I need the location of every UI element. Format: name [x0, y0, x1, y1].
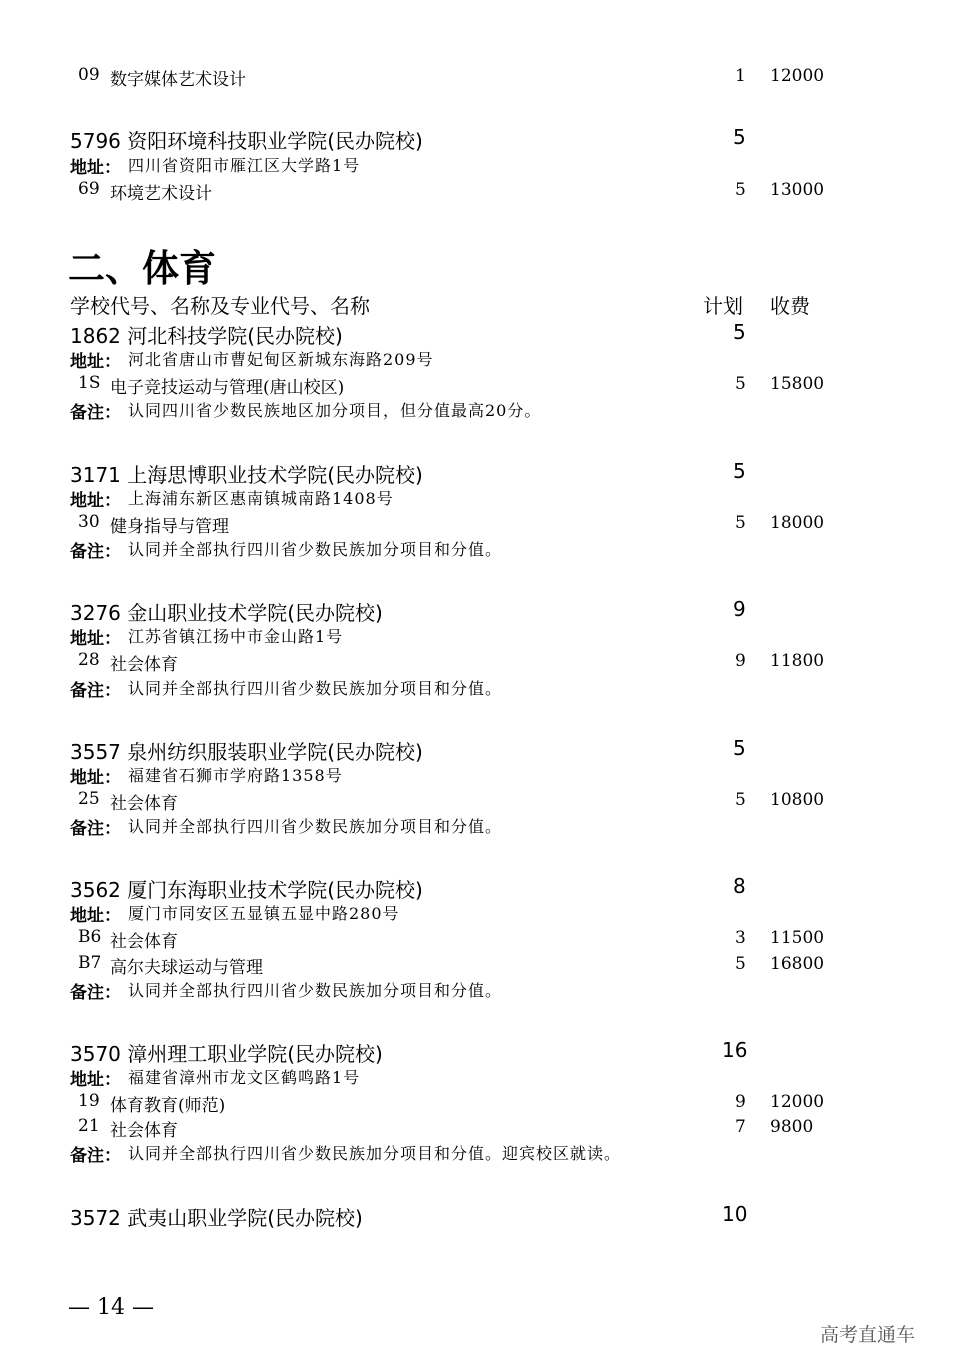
school-plan: 5: [733, 459, 746, 483]
address-value: 福建省漳州市龙文区鹤鸣路1号: [128, 1068, 361, 1087]
note-value: 认同并全部执行四川省少数民族加分项目和分值。: [128, 540, 503, 559]
note-value: 认同并全部执行四川省少数民族加分项目和分值。迎宾校区就读。: [128, 1144, 622, 1163]
address-value: 福建省石狮市学府路1358号: [128, 766, 343, 785]
section-title: 二、体育: [68, 247, 216, 290]
major-plan: 9: [735, 1092, 746, 1112]
major-name: 数字媒体艺术设计: [110, 70, 246, 90]
address-label: 地址：: [70, 158, 121, 178]
address-value: 江苏省镇江扬中市金山路1号: [128, 627, 344, 646]
school-title: 3570 漳州理工职业学院(民办院校): [70, 1042, 383, 1066]
major-plan: 1: [735, 66, 746, 86]
major-plan: 9: [735, 651, 746, 671]
table-header-plan: 计划: [703, 294, 743, 318]
major-plan: 5: [735, 180, 746, 200]
address-label: 地址：: [70, 629, 121, 649]
note-label: 备注：: [70, 1146, 121, 1166]
major-name: 社会体育: [110, 1121, 178, 1141]
note-label: 备注：: [70, 403, 121, 423]
note-label: 备注：: [70, 819, 121, 839]
major-name: 高尔夫球运动与管理: [110, 958, 263, 978]
major-plan: 5: [735, 954, 746, 974]
school-title: 5796 资阳环境科技职业学院(民办院校): [70, 129, 423, 153]
table-header-left: 学校代号、名称及专业代号、名称: [70, 294, 370, 318]
note-value: 认同并全部执行四川省少数民族加分项目和分值。: [128, 817, 503, 836]
school-title: 3562 厦门东海职业技术学院(民办院校): [70, 878, 423, 902]
address-label: 地址：: [70, 768, 121, 788]
note-label: 备注：: [70, 681, 121, 701]
major-name: 体育教育(师范): [110, 1096, 226, 1116]
major-name: 电子竞技运动与管理(唐山校区): [110, 378, 345, 398]
address-label: 地址：: [70, 352, 121, 372]
major-fee: 12000: [770, 66, 825, 86]
major-name: 社会体育: [110, 932, 178, 952]
major-fee: 16800: [770, 954, 825, 974]
major-name: 健身指导与管理: [110, 517, 229, 537]
school-plan: 16: [722, 1038, 748, 1062]
school-title: 3572 武夷山职业学院(民办院校): [70, 1206, 363, 1230]
note-value: 认同并全部执行四川省少数民族加分项目和分值。: [128, 679, 503, 698]
major-plan: 5: [735, 790, 746, 810]
address-value: 厦门市同安区五显镇五显中路280号: [128, 904, 400, 923]
major-plan: 5: [735, 513, 746, 533]
school-plan: 5: [733, 320, 746, 344]
address-value: 四川省资阳市雁江区大学路1号: [128, 156, 361, 175]
address-value: 上海浦东新区惠南镇城南路1408号: [128, 489, 394, 508]
address-label: 地址：: [70, 906, 121, 926]
school-title: 3276 金山职业技术学院(民办院校): [70, 601, 383, 625]
address-label: 地址：: [70, 1070, 121, 1090]
note-value: 认同四川省少数民族地区加分项目，但分值最高20分。: [128, 401, 542, 420]
major-plan: 7: [735, 1117, 746, 1137]
note-label: 备注：: [70, 983, 121, 1003]
major-fee: 12000: [770, 1092, 825, 1112]
major-fee: 11800: [770, 651, 825, 671]
major-fee: 13000: [770, 180, 825, 200]
page-number: — 14 —: [68, 1295, 154, 1320]
school-plan: 8: [733, 874, 746, 898]
school-title: 1862 河北科技学院(民办院校): [70, 324, 343, 348]
major-fee: 15800: [770, 374, 825, 394]
major-code: 28: [78, 650, 100, 670]
school-plan: 5: [733, 736, 746, 760]
major-name: 环境艺术设计: [110, 184, 212, 204]
major-fee: 11500: [770, 928, 825, 948]
major-code: B7: [78, 953, 102, 973]
major-code: 1S: [78, 373, 101, 393]
major-code: 69: [78, 179, 100, 199]
school-plan: 9: [733, 597, 746, 621]
major-code: 21: [78, 1116, 100, 1136]
major-code: 19: [78, 1091, 100, 1111]
major-name: 社会体育: [110, 655, 178, 675]
major-code: 09: [78, 65, 100, 85]
note-label: 备注：: [70, 542, 121, 562]
major-code: 25: [78, 789, 100, 809]
note-value: 认同并全部执行四川省少数民族加分项目和分值。: [128, 981, 503, 1000]
school-title: 3557 泉州纺织服装职业学院(民办院校): [70, 740, 423, 764]
watermark: 高考直通车: [820, 1324, 916, 1346]
major-plan: 3: [735, 928, 746, 948]
table-header-fee: 收费: [770, 294, 810, 318]
major-plan: 5: [735, 374, 746, 394]
major-fee: 10800: [770, 790, 825, 810]
address-value: 河北省唐山市曹妃甸区新城东海路209号: [128, 350, 434, 369]
school-plan: 10: [722, 1202, 748, 1226]
major-code: 30: [78, 512, 100, 532]
address-label: 地址：: [70, 491, 121, 511]
school-title: 3171 上海思博职业技术学院(民办院校): [70, 463, 423, 487]
major-fee: 18000: [770, 513, 825, 533]
major-fee: 9800: [770, 1117, 814, 1137]
school-plan: 5: [733, 125, 746, 149]
major-name: 社会体育: [110, 794, 178, 814]
major-code: B6: [78, 927, 102, 947]
